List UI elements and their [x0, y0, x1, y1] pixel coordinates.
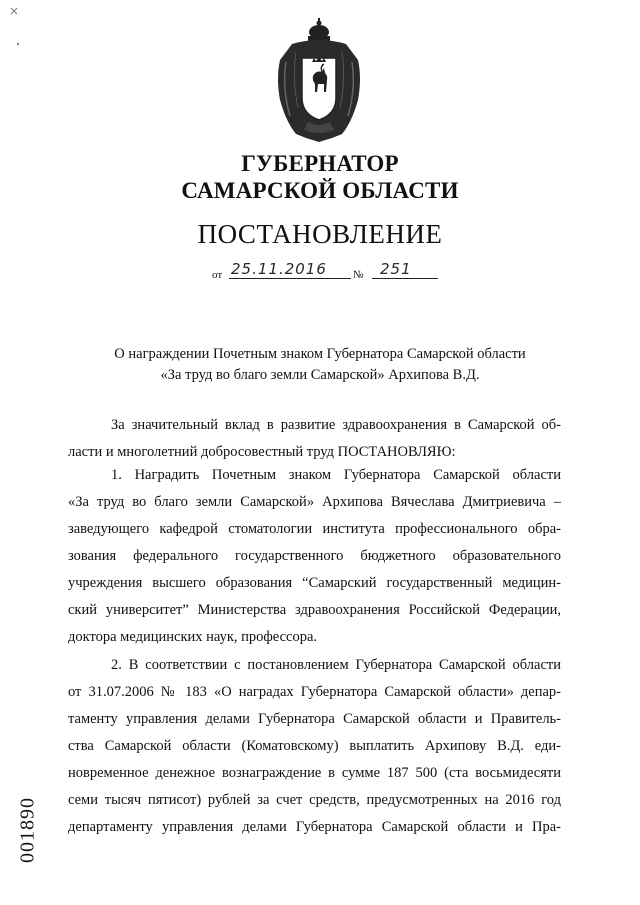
body-line: семи тысяч пятисот) рублей за счет средств, предусмотренных на 2016 год — [68, 792, 561, 808]
body-line: зования федерального государственного бюджетного образовательного — [68, 548, 561, 564]
body-line: новременное денежное вознаграждение в сумме 187 500 (ста восьмидесяти — [68, 765, 561, 781]
number-label: № — [353, 269, 364, 281]
date-number-line — [212, 260, 432, 284]
body-line: 1. Наградить Почетным знаком Губернатора Самарской области — [111, 467, 561, 483]
body-line: «За труд во благо земли Самарской» Архипова Вячеслава Дмитриевича – — [68, 494, 561, 510]
subject-line-2: «За труд во благо земли Самарской» Архипова В.Д. — [160, 367, 480, 383]
header-region: САМАРСКОЙ ОБЛАСТИ — [181, 178, 459, 203]
date-label: от — [212, 269, 223, 281]
body-line: заведующего кафедрой стоматологии института профессионального обра- — [68, 521, 561, 537]
coat-of-arms-emblem — [272, 18, 366, 144]
scan-mark-icon — [9, 6, 19, 16]
body-line: 2. В соответствии с постановлением Губернатора Самарской области — [111, 657, 561, 673]
document-number: 251 — [372, 260, 438, 279]
paragraph-item-2 — [68, 653, 561, 842]
crown-icon — [308, 18, 330, 41]
scan-dot-icon — [16, 42, 20, 46]
body-line: департаменту управления делами Губернатора Самарской области и Пра- — [68, 819, 561, 835]
subject-line-1: О награждении Почетным знаком Губернатора Самарской области — [114, 346, 526, 362]
body-line: учреждения высшего образования “Самарский государственный медицин- — [68, 575, 561, 591]
paragraph-preamble — [68, 413, 561, 467]
body-line: ства Самарской области (Коматовскому) выплатить Архипову В.Д. еди- — [68, 738, 561, 754]
paragraph-item-1 — [68, 463, 561, 652]
serial-number: 001890 — [16, 797, 39, 863]
body-line: ласти и многолетний добросовестный труд ПОСТАНОВЛЯЮ: — [68, 444, 456, 460]
body-line: таменту управления делами Губернатора Самарской области и Правитель- — [68, 711, 561, 727]
header-governor: ГУБЕРНАТОР — [241, 151, 399, 176]
body-line: от 31.07.2006 № 183 «О наградах Губернатора Самарской области» депар- — [68, 684, 561, 700]
body-line: доктора медицинских наук, профессора. — [68, 629, 318, 645]
body-line: ский университет” Министерства здравоохранения Российской Федерации, — [68, 602, 561, 618]
body-line: За значительный вклад в развитие здравоохранения в Самарской об- — [111, 417, 561, 433]
document-title: ПОСТАНОВЛЕНИЕ — [197, 219, 443, 249]
serial-number-stamp — [14, 790, 42, 870]
document-date: 25.11.2016 — [229, 260, 351, 279]
